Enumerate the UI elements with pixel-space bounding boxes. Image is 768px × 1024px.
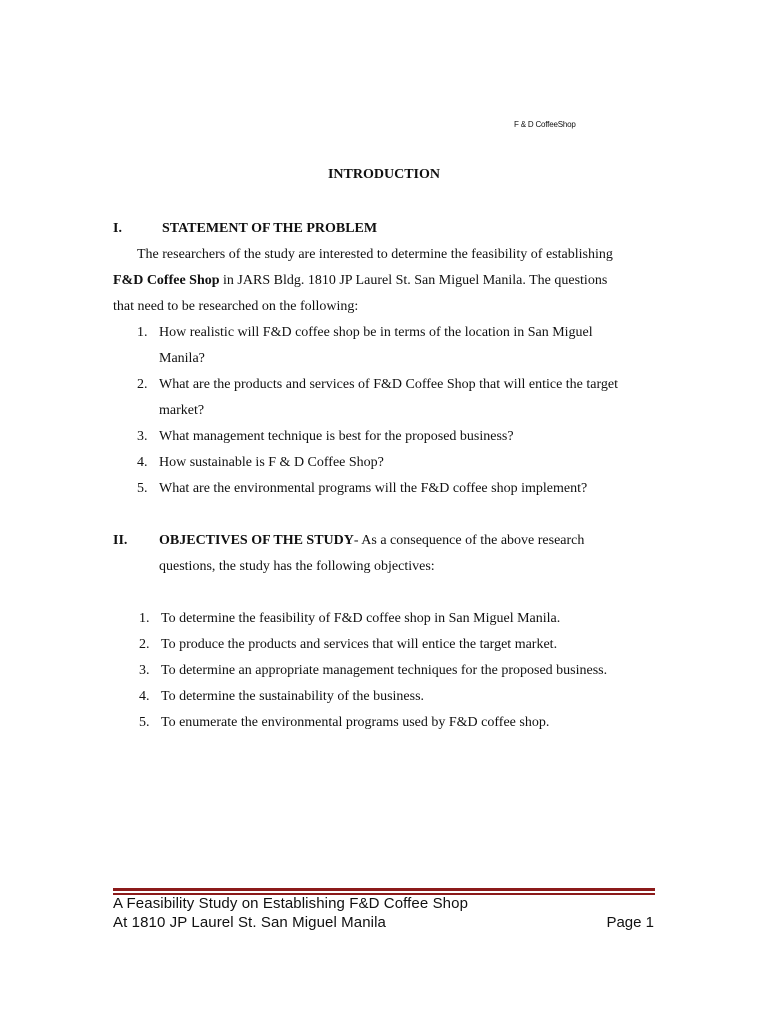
section-2-heading: OBJECTIVES OF THE STUDY [159, 533, 354, 548]
list-number: 3. [137, 429, 148, 444]
footer-address-line: At 1810 JP Laurel St. San Miguel Manila [113, 914, 386, 931]
list-number: 2. [137, 377, 148, 392]
section-1-paragraph-line-3: that need to be researched on the following: [113, 299, 359, 314]
footer-rule-thick [113, 888, 655, 891]
objective-text: To produce the products and services that will entice the target market. [161, 637, 558, 652]
list-number: 1. [137, 325, 148, 340]
page-number: Page 1 [606, 914, 654, 931]
objective-text: To determine the feasibility of F&D coffee shop in San Miguel Manila. [161, 611, 561, 626]
question-text: How realistic will F&D coffee shop be in terms of the location in San Miguel [159, 325, 593, 340]
question-text: What are the environmental programs will the F&D coffee shop implement? [159, 481, 588, 496]
section-2-intro-line: questions, the study has the following objectives: [159, 559, 435, 574]
page-title: INTRODUCTION [327, 167, 440, 182]
question-text: What are the products and services of F&D Coffee Shop that will entice the target [159, 377, 619, 392]
section-1-paragraph-line-1: The researchers of the study are interested to determine the feasibility of establishing [137, 247, 613, 262]
objective-text: To determine an appropriate management techniques for the proposed business. [161, 663, 608, 678]
section-1-paragraph-line-2 [113, 268, 673, 294]
footer-title-line: A Feasibility Study on Establishing F&D Coffee Shop [113, 895, 469, 912]
question-text-continued: Manila? [159, 351, 205, 366]
objective-text: To enumerate the environmental programs used by F&D coffee shop. [161, 715, 550, 730]
question-text-continued: market? [159, 403, 205, 418]
list-number: 5. [139, 715, 150, 730]
question-text: How sustainable is F & D Coffee Shop? [159, 455, 384, 470]
list-number: 3. [139, 663, 150, 678]
list-number: 2. [139, 637, 150, 652]
list-number: 1. [139, 611, 150, 626]
objective-text: To determine the sustainability of the business. [161, 689, 425, 704]
business-name: F&D Coffee Shop [113, 273, 220, 288]
list-number: 5. [137, 481, 148, 496]
list-number: 4. [139, 689, 150, 704]
section-2-heading-line [159, 528, 679, 554]
list-number: 4. [137, 455, 148, 470]
question-text: What management technique is best for the proposed business? [159, 429, 514, 444]
section-2-numeral: II. [113, 533, 128, 548]
section-2-heading-suffix: - As a consequence of the above research [353, 533, 585, 548]
section-1-heading: STATEMENT OF THE PROBLEM [162, 221, 378, 236]
location-text: in JARS Bldg. 1810 JP Laurel St. San Miguel Manila. The questions [219, 273, 608, 288]
section-1-numeral: I. [113, 221, 122, 236]
running-header: F & D CoffeeShop [514, 120, 576, 129]
